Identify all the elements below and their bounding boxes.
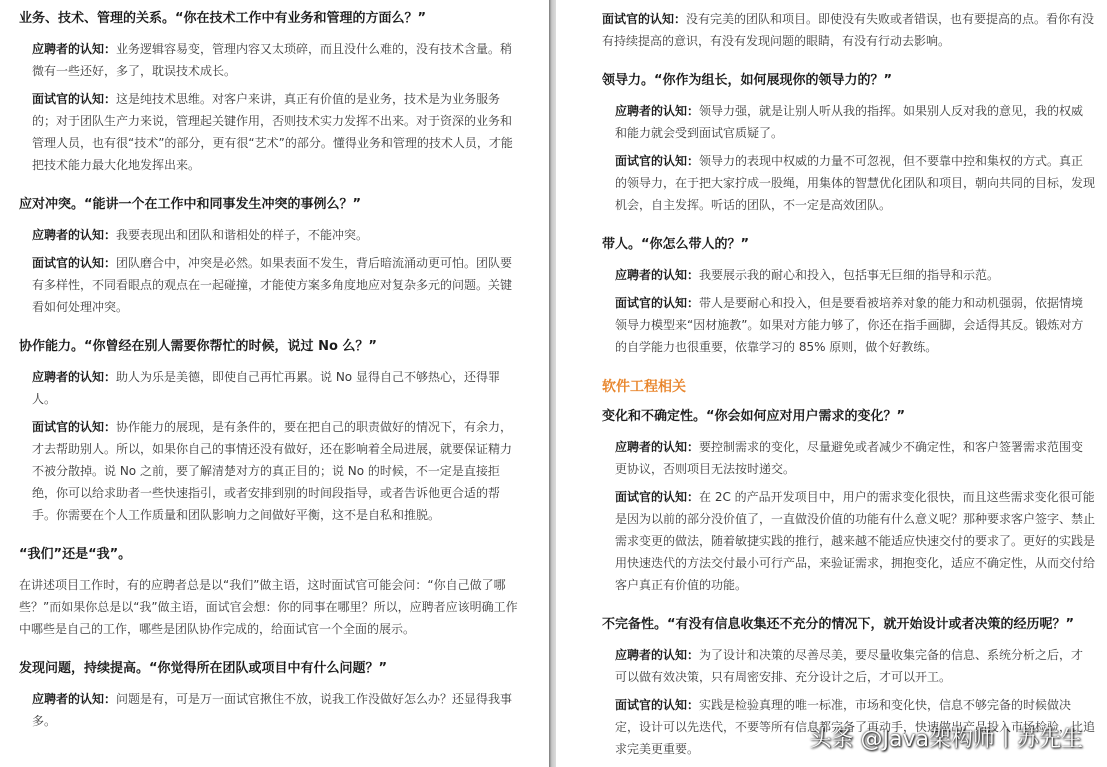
interviewer-view: 面试官的认知：领导力的表现中权威的力量不可忽视，但不要靠中控和集权的方式。真正的领导力，在于把大家拧成一股绳，用集体的智慧优化团队和项目，朝向共同的目标，发现机会，自主发挥。听话的团队，不一定是高效团队。: [615, 154, 1096, 212]
paragraph: 在讲述项目工作时，有的应聘者总是以“我们”做主语，这时面试官可能会问：“你自己做了哪些？”而如果你总是以“我”做主语，面试官会想：你的同事在哪里？所以，应聘者应该明确工作中哪些是自己的工作，哪些是团队协作完成的，给面试官一个全面的展示。: [19, 578, 518, 636]
candidate-view: 应聘者的认知：问题是有，可是万一面试官揪住不放，说我工作没做好怎么办？还显得我事多。: [32, 692, 513, 728]
interviewer-view: 面试官的认知：这是纯技术思维。对客户来讲，真正有价值的是业务，技术是为业务服务的；对于团队生产力来说，管理起关键作用，否则技术实力发挥不出来。对于资深的业务和管理人员，也有很“技术”的部分，更有很“艺术”的部分。懂得业务和管理的技术人员，才能把技术能力最大化地发挥出来。: [32, 92, 513, 172]
question-heading: “我们”还是“我”。: [19, 547, 132, 562]
interviewer-view: 面试官的认知：协作能力的展现，是有条件的，要在把自己的职责做好的情况下，有余力，才去帮助别人。所以，如果你自己的事情还没有做好，还在影响着全局进展，就要保证精力不被分散掉。说 No 之前，要了解清楚对方的真正目的；说 No 的时候，不一定是直接拒绝，你可以给求助者一些快速指引，或者安排到别的时间段指导，或者告诉他更合适的帮手。你需要在个人工作质量和团队影响力之间做好平衡，这不是自私和推脱。: [32, 420, 513, 522]
question-find-problems: [19, 658, 519, 732]
section-title: 软件工程相关: [602, 379, 686, 395]
interviewer-view: 面试官的认知：在 2C 的产品开发项目中，用户的需求变化很快，而且这些需求变化很可能是因为以前的部分没价值了，一直做没价值的功能有什么意义呢？那种要求客户签字、禁止需求变更的做法，随着敏捷实践的推行，越来越不能适应快速交付的要求了。更好的实践是用快速迭代的方法交付最小可行产品，来验证需求，拥抱变化，适应不确定性，从而交付给客户真正有价值的功能。: [615, 490, 1096, 592]
candidate-view: 应聘者的认知：领导力强，就是让别人听从我的指挥。如果别人反对我的意见，我的权威和能力就会受到面试官质疑了。: [615, 104, 1084, 140]
question-mentoring: [602, 234, 1095, 358]
interviewer-view: 面试官的认知：没有完美的团队和项目。即使没有失败或者错误，也有要提高的点。看你有没有持续提高的意识，有没有发现问题的眼睛，有没有行动去影响。: [602, 12, 1095, 48]
interviewer-view: 面试官的认知：带人是要耐心和投入，但是要看被培养对象的能力和动机强弱，依据情境领导力模型来“因材施教”。如果对方能力够了，你还在指手画脚，会适得其反。锻炼对方的自学能力也很重要，依靠学习的 85% 原则，做个好教练。: [615, 296, 1084, 354]
question-heading: 不完备性。“有没有信息收集还不充分的情况下，就开始设计或者决策的经历呢？”: [602, 617, 1075, 632]
candidate-view: 应聘者的认知：助人为乐是美德，即使自己再忙再累。说 No 显得自己不够热心，还得罪人。: [32, 370, 500, 406]
right-page: [556, 0, 1107, 767]
question-heading: 应对冲突。“能讲一个在工作中和同事发生冲突的事例么？”: [19, 197, 362, 212]
candidate-view: 应聘者的认知：我要表现出和团队和谐相处的样子，不能冲突。: [32, 228, 369, 242]
question-business-tech-management: [19, 8, 519, 176]
interviewer-view: 面试官的认知：实践是检验真理的唯一标准，市场和变化快，信息不够完备的时候做决定，设计可以先迭代，不要等所有信息都完备了再动手，快速做出产品投入市场检验，比追求完美更重要。: [615, 698, 1096, 756]
question-leadership: [602, 70, 1095, 216]
candidate-view: 应聘者的认知：我要展示我的耐心和投入，包括事无巨细的指导和示范。: [615, 268, 1000, 282]
question-heading: 带人。“你怎么带人的？”: [602, 237, 750, 252]
question-find-problems-continued: [602, 8, 1095, 52]
left-page: [0, 0, 549, 767]
candidate-view: 应聘者的认知：为了设计和决策的尽善尽美，要尽量收集完备的信息、系统分析之后，才可以做有效决策，只有周密安排、充分设计之后，才可以开工。: [615, 648, 1084, 684]
question-conflict: [19, 194, 519, 318]
question-we-or-i: [19, 544, 519, 640]
interviewer-view: 面试官的认知：团队磨合中，冲突是必然。如果表面不发生，背后暗流涌动更可怕。团队要有多样性，不同看眼点的观点在一起碰撞，才能使方案多角度地应对复杂多元的问题。关键看如何处理冲突。: [32, 256, 513, 314]
question-heading: 协作能力。“你曾经在别人需要你帮忙的时候，说过 No 么？”: [19, 339, 377, 354]
question-heading: 业务、技术、管理的关系。“你在技术工作中有业务和管理的方面么？”: [19, 11, 427, 26]
question-heading: 发现问题，持续提高。“你觉得所在团队或项目中有什么问题？”: [19, 661, 388, 676]
candidate-view: 应聘者的认知：业务逻辑容易变，管理内容又太琐碎，而且没什么难的，没有技术含量。稍微有一些还好，多了，耽误技术成长。: [32, 42, 513, 78]
question-requirement-change: [602, 406, 1095, 596]
question-heading: 领导力。“你作为组长，如何展现你的领导力的？”: [602, 73, 893, 88]
question-heading: 变化和不确定性。“你会如何应对用户需求的变化？”: [602, 409, 906, 424]
watermark: 头条 @Java架构师丨苏先生: [809, 727, 1083, 752]
page-gutter: [549, 0, 556, 767]
question-collaboration: [19, 336, 519, 526]
candidate-view: 应聘者的认知：要控制需求的变化，尽量避免或者减少不确定性，和客户签署需求范围变更协议，否则项目无法按时递交。: [615, 440, 1084, 476]
